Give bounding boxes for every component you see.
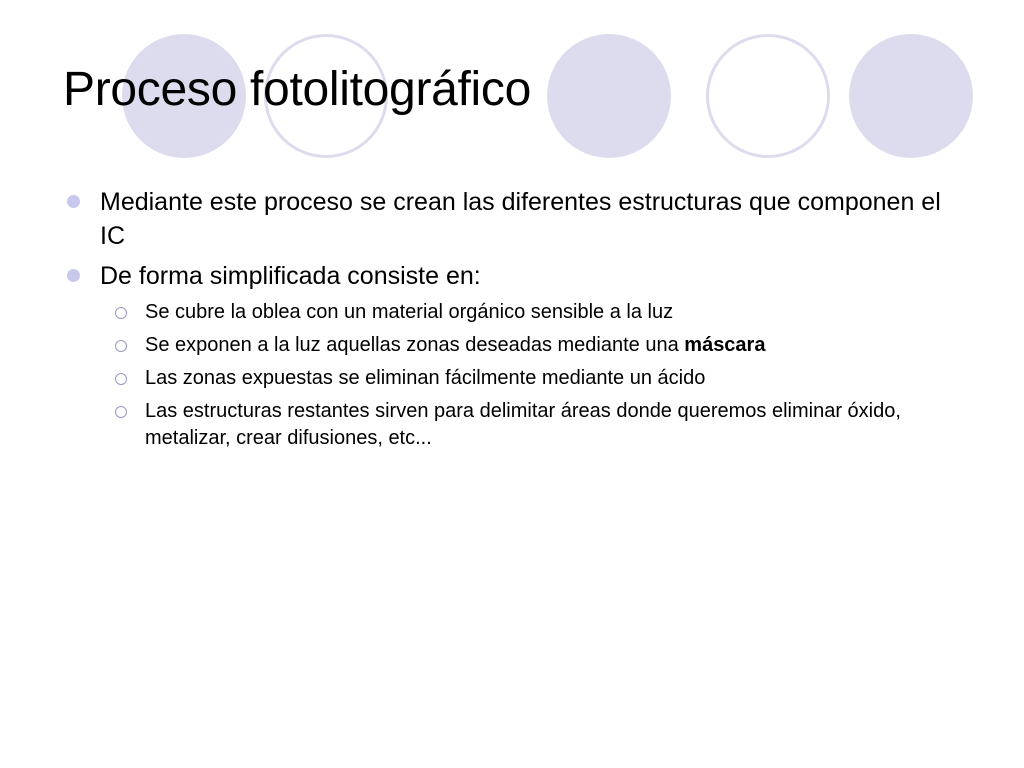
sub-bullet-item [63, 332, 963, 359]
bullet-item [63, 185, 963, 253]
slide-body [63, 185, 963, 458]
sub-bullet-item [63, 398, 963, 452]
sub-bullet-text: Las zonas expuestas se eliminan fácilmente mediante un ácido [145, 367, 706, 389]
bullet-dot-icon [67, 195, 80, 208]
bullet-dot-icon [67, 269, 80, 282]
bullet-ring-icon [115, 340, 127, 352]
decorative-circle-outline [706, 34, 830, 158]
slide-title: Proceso fotolitográfico [63, 63, 532, 116]
bullet-item [63, 259, 963, 293]
sub-bullet-item [63, 299, 963, 326]
sub-bullet-text: Se exponen a la luz aquellas zonas deseadas mediante una [145, 334, 685, 356]
bullet-text: De forma simplificada consiste en: [100, 262, 481, 290]
bullet-ring-icon [115, 373, 127, 385]
decorative-circle-filled [849, 34, 973, 158]
bullet-text: Mediante este proceso se crean las diferentes estructuras que componen el IC [100, 188, 941, 250]
sub-bullet-list [63, 299, 963, 452]
sub-bullet-item [63, 365, 963, 392]
decorative-circle-filled [547, 34, 671, 158]
bullet-ring-icon [115, 406, 127, 418]
sub-bullet-bold-text: máscara [684, 334, 766, 356]
bullet-ring-icon [115, 307, 127, 319]
sub-bullet-text: Se cubre la oblea con un material orgánico sensible a la luz [145, 301, 674, 323]
sub-bullet-text: Las estructuras restantes sirven para delimitar áreas donde queremos eliminar óxido, metalizar, crear difusiones, etc... [145, 400, 901, 449]
